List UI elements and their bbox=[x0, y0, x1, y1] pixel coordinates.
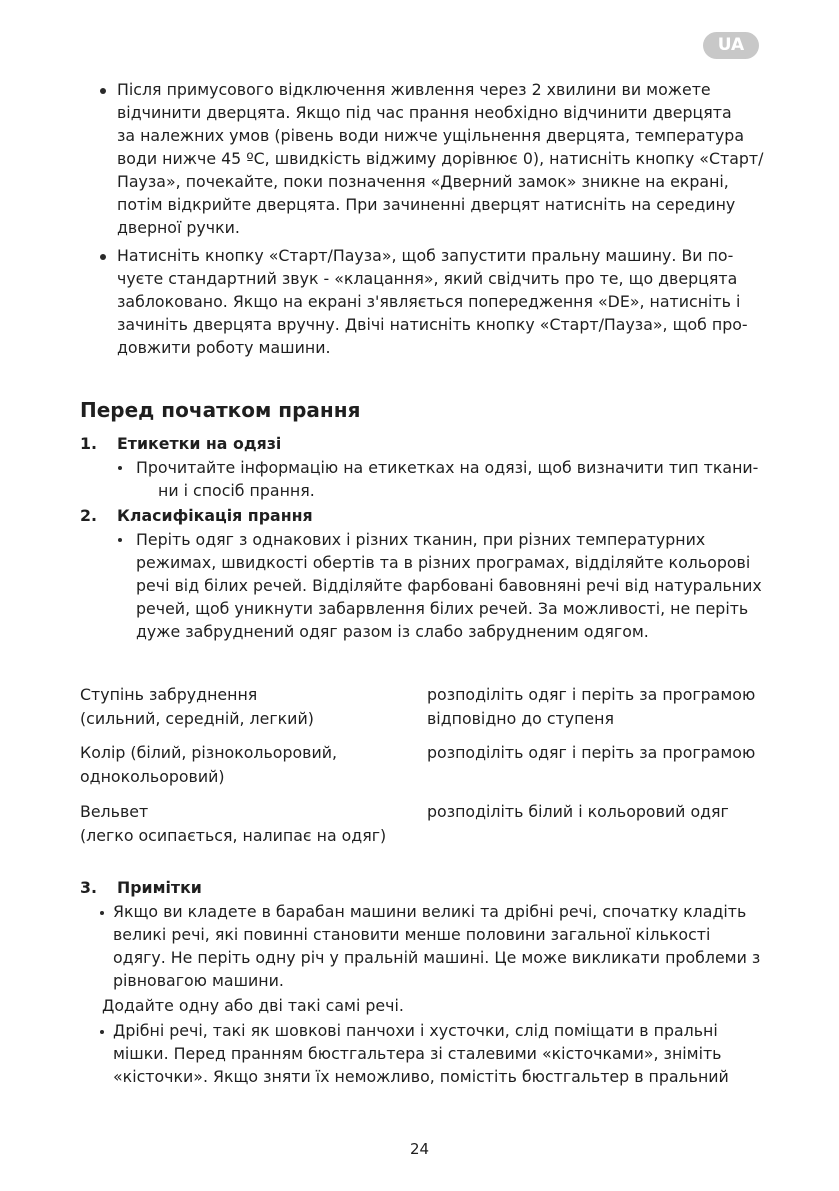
text-line: рівновагою машини. bbox=[113, 971, 284, 990]
table-cell: однокольоровий) bbox=[80, 767, 225, 786]
bullet-icon bbox=[100, 911, 104, 915]
step-1-number: 1. bbox=[80, 434, 97, 453]
text-line: «кісточки». Якщо зняти їх неможливо, помістіть бюстгальтер в пральний bbox=[113, 1067, 729, 1086]
text-line: дверної ручки. bbox=[117, 218, 240, 237]
table-cell: Ступінь забруднення bbox=[80, 685, 258, 704]
table-cell: (сильний, середній, легкий) bbox=[80, 709, 314, 728]
text-line: чуєте стандартний звук - «клацання», який свідчить про те, що дверцята bbox=[117, 269, 738, 288]
section-title: Перед початком прання bbox=[80, 398, 361, 422]
text-line: Натисніть кнопку «Старт/Пауза», щоб запустити пральну машину. Ви по- bbox=[117, 246, 734, 265]
table-cell: розподіліть одяг і періть за програмою bbox=[427, 743, 756, 762]
step-2-body bbox=[136, 528, 762, 643]
table-cell: Колір (білий, різнокольоровий, bbox=[80, 743, 338, 762]
step-3-note: Додайте одну або дві такі самі речі. bbox=[102, 996, 404, 1015]
step-1-body bbox=[136, 456, 758, 502]
table-cell: Вельвет bbox=[80, 802, 149, 821]
table-cell: розподіліть білий і кольоровий одяг bbox=[427, 802, 729, 821]
text-line: за належних умов (рівень води нижче ущільнення дверцята, температура bbox=[117, 126, 744, 145]
step-1-title: Етикетки на одязі bbox=[117, 434, 282, 453]
text-line: Періть одяг з однакових і різних тканин, при різних температурних bbox=[136, 530, 706, 549]
text-line: дуже забруднений одяг разом із слабо забрудненим одягом. bbox=[136, 622, 649, 641]
text-line: води нижче 45 ºС, швидкість віджиму дорівнює 0), натисніть кнопку «Старт/ bbox=[117, 149, 764, 168]
text-line: Дрібні речі, такі як шовкові панчохи і хусточки, слід поміщати в пральні bbox=[113, 1021, 718, 1040]
step-3-bullet-1 bbox=[113, 900, 760, 992]
step-2-title: Класифікація прання bbox=[117, 506, 313, 525]
table-cell: відповідно до ступеня bbox=[427, 709, 614, 728]
table-cell: розподіліть одяг і періть за програмою bbox=[427, 685, 756, 704]
text-line: мішки. Перед пранням бюстгальтера зі сталевими «кісточками», зніміть bbox=[113, 1044, 722, 1063]
text-line: потім відкрийте дверцята. При зачиненні дверцят натисніть на середину bbox=[117, 195, 736, 214]
text-line: Якщо ви кладете в барабан машини великі та дрібні речі, спочатку кладіть bbox=[113, 902, 747, 921]
text-line: заблоковано. Якщо на екрані з'являється попередження «DE», натисніть і bbox=[117, 292, 741, 311]
text-line: довжити роботу машини. bbox=[117, 338, 331, 357]
page-number: 24 bbox=[409, 1140, 430, 1158]
text-line: Прочитайте інформацію на етикетках на одязі, щоб визначити тип ткани- bbox=[136, 458, 759, 477]
step-3-bullet-2 bbox=[113, 1019, 729, 1088]
bullet-icon bbox=[100, 1030, 104, 1034]
text-line: Пауза», почекайте, поки позначення «Дверний замок» зникне на екрані, bbox=[117, 172, 729, 191]
intro-bullet-2 bbox=[117, 244, 748, 359]
step-3-number: 3. bbox=[80, 878, 97, 897]
table-row-left bbox=[80, 683, 314, 731]
intro-bullet-1 bbox=[117, 78, 763, 239]
table-row-right bbox=[427, 683, 755, 731]
table-row-right bbox=[427, 800, 729, 824]
step-2-number: 2. bbox=[80, 506, 97, 525]
text-line: речі від білих речей. Відділяйте фарбовані бавовняні речі від натуральних bbox=[136, 576, 762, 595]
bullet-icon bbox=[100, 254, 106, 260]
table-row-right bbox=[427, 741, 755, 765]
text-line: речей, щоб уникнути забарвлення білих речей. За можливості, не періть bbox=[136, 599, 749, 618]
text-line: одягу. Не періть одну річ у пральній машині. Це може викликати проблеми з bbox=[113, 948, 761, 967]
text-line: великі речі, які повинні становити менше половини загальної кількості bbox=[113, 925, 711, 944]
step-3-title: Примітки bbox=[117, 878, 202, 897]
text-line: Після примусового відключення живлення через 2 хвилини ви можете bbox=[117, 80, 711, 99]
bullet-icon bbox=[118, 538, 122, 542]
bullet-icon bbox=[100, 88, 106, 94]
text-line: режимах, швидкості обертів та в різних програмах, відділяйте кольорові bbox=[136, 553, 751, 572]
table-cell: (легко осипається, налипає на одяг) bbox=[80, 826, 387, 845]
table-row-left bbox=[80, 741, 337, 789]
language-badge: UA bbox=[703, 32, 759, 59]
text-line: відчинити дверцята. Якщо під час прання необхідно відчинити дверцята bbox=[117, 103, 732, 122]
table-row-left bbox=[80, 800, 386, 848]
bullet-icon bbox=[118, 466, 122, 470]
text-line: ни і спосіб прання. bbox=[158, 481, 315, 500]
text-line: зачиніть дверцята вручну. Двічі натисніть кнопку «Старт/Пауза», щоб про- bbox=[117, 315, 748, 334]
